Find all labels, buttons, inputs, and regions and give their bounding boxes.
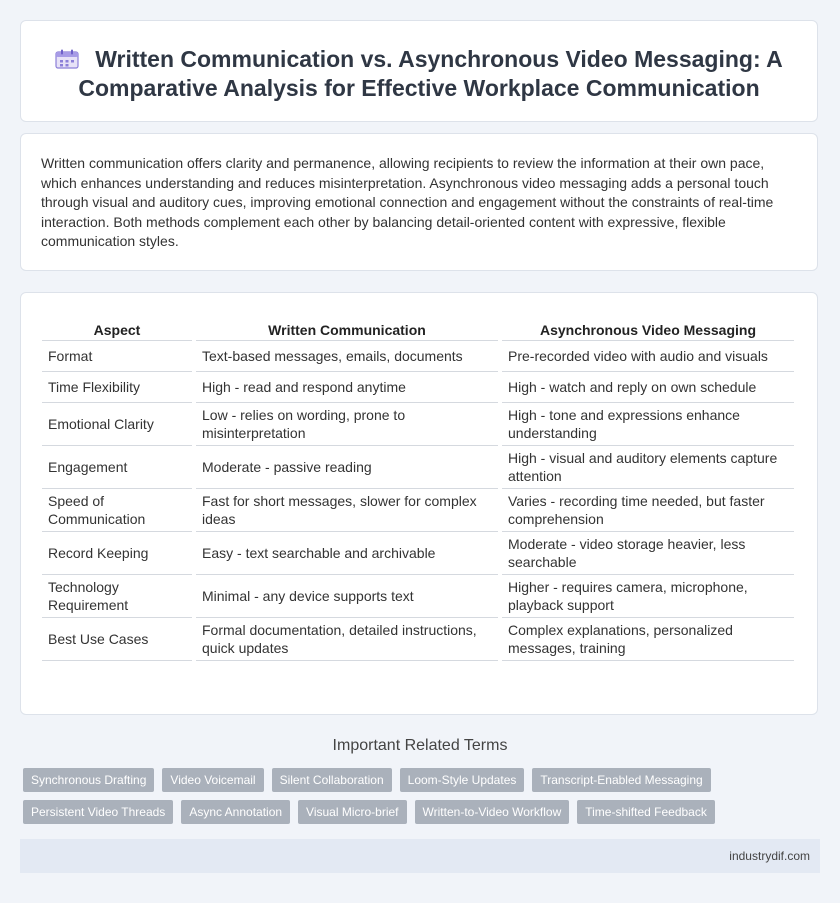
table-row	[42, 403, 794, 446]
cell-aspect: Speed of Communication	[42, 489, 192, 532]
footer-site-link[interactable]: industrydif.com	[729, 849, 810, 863]
cell-written: Moderate - passive reading	[196, 446, 498, 489]
tag[interactable]: Persistent Video Threads	[23, 800, 173, 824]
cell-video: Complex explanations, personalized messages, training	[502, 618, 794, 661]
cell-aspect: Emotional Clarity	[42, 403, 192, 446]
tag[interactable]: Time-shifted Feedback	[577, 800, 715, 824]
table-row	[42, 341, 794, 372]
header-written: Written Communication	[196, 315, 498, 341]
tag-row	[23, 800, 823, 824]
page-title	[21, 21, 817, 103]
cell-aspect: Engagement	[42, 446, 192, 489]
tag[interactable]: Loom-Style Updates	[400, 768, 525, 792]
intro-card	[20, 133, 818, 271]
cell-video: High - tone and expressions enhance understanding	[502, 403, 794, 446]
table-row	[42, 489, 794, 532]
header-aspect: Aspect	[42, 315, 192, 341]
cell-aspect: Format	[42, 341, 192, 372]
calendar-icon	[55, 47, 79, 67]
cell-written: Fast for short messages, slower for complex ideas	[196, 489, 498, 532]
tag[interactable]: Synchronous Drafting	[23, 768, 154, 792]
table-row	[42, 618, 794, 661]
comparison-table	[38, 315, 798, 661]
table-row	[42, 575, 794, 618]
related-terms-title: Important Related Terms	[332, 737, 508, 754]
tag[interactable]: Async Annotation	[181, 800, 290, 824]
tag[interactable]: Written-to-Video Workflow	[415, 800, 570, 824]
tag-row	[23, 768, 823, 792]
intro-paragraph: Written communication offers clarity and permanence, allowing recipients to review the information at their own pace, which enhances understanding and reduces misinterpretation. Asynchronous video messaging adds a personal touch through visual and auditory cues, improving emotional connection and engagement without the constraints of real-time interaction. Both methods complement each other by balancing detail-oriented content with expressive, flexible communication styles.	[41, 155, 774, 249]
cell-written: Easy - text searchable and archivable	[196, 532, 498, 575]
table-header-row	[42, 315, 794, 341]
title-card	[20, 20, 818, 122]
cell-aspect: Technology Requirement	[42, 575, 192, 618]
tag[interactable]: Video Voicemail	[162, 768, 263, 792]
related-terms-list	[23, 768, 823, 832]
cell-written: High - read and respond anytime	[196, 372, 498, 403]
page-title-text: Written Communication vs. Asynchronous Video Messaging: A Comparative Analysis for Effective Workplace Communication	[78, 46, 783, 101]
table-row	[42, 446, 794, 489]
cell-aspect: Best Use Cases	[42, 618, 192, 661]
cell-written: Text-based messages, emails, documents	[196, 341, 498, 372]
tag[interactable]: Visual Micro-brief	[298, 800, 406, 824]
table-row	[42, 532, 794, 575]
cell-written: Low - relies on wording, prone to misinterpretation	[196, 403, 498, 446]
cell-written: Formal documentation, detailed instructions, quick updates	[196, 618, 498, 661]
cell-video: Moderate - video storage heavier, less searchable	[502, 532, 794, 575]
tag[interactable]: Silent Collaboration	[272, 768, 392, 792]
tag[interactable]: Transcript-Enabled Messaging	[532, 768, 710, 792]
comparison-card	[20, 292, 818, 715]
cell-aspect: Record Keeping	[42, 532, 192, 575]
cell-video: Pre-recorded video with audio and visuals	[502, 341, 794, 372]
cell-written: Minimal - any device supports text	[196, 575, 498, 618]
cell-video: Higher - requires camera, microphone, playback support	[502, 575, 794, 618]
table-row	[42, 372, 794, 403]
footer	[20, 839, 820, 873]
cell-video: High - visual and auditory elements capture attention	[502, 446, 794, 489]
cell-aspect: Time Flexibility	[42, 372, 192, 403]
cell-video: High - watch and reply on own schedule	[502, 372, 794, 403]
header-video: Asynchronous Video Messaging	[502, 315, 794, 341]
cell-video: Varies - recording time needed, but faster comprehension	[502, 489, 794, 532]
